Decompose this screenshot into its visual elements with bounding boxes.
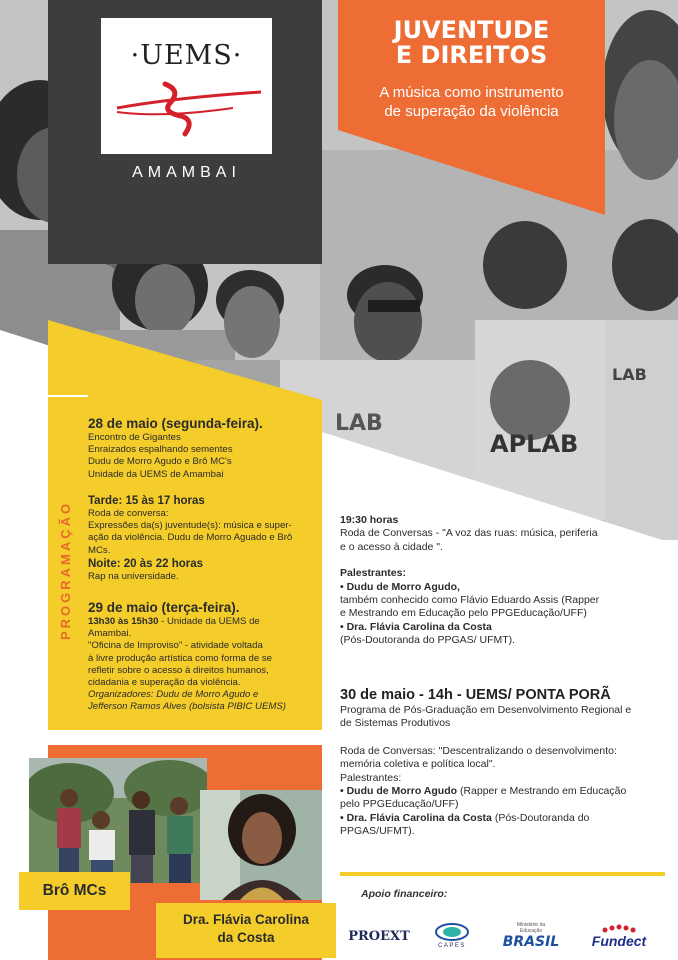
programacao-label: PROGRAMAÇÃO <box>58 500 73 640</box>
brasil-logo <box>500 918 562 954</box>
oficina-line: cidadania e superação da violência. <box>88 677 241 689</box>
subtitle-line-2: de superação da violência <box>384 103 559 120</box>
noite-line: Rap na universidade. <box>88 570 179 582</box>
evening-speakers-label: Palestrantes: <box>340 567 406 580</box>
day3-speaker-1-desc2: pelo PPGEducação/UFF) <box>340 798 459 811</box>
flavia-label-line-2: da Costa <box>217 930 275 945</box>
tarde-heading: Tarde: 15 às 17 horas <box>88 495 205 507</box>
day2-time-line2: Amambai. <box>88 628 132 640</box>
title-line-2: E DIREITOS <box>395 41 548 69</box>
day1-heading: 28 de maio (segunda-feira). <box>88 416 263 431</box>
flavia-label <box>156 903 336 958</box>
shirt-print-left: LAB <box>335 411 383 436</box>
title-line-1: JUVENTUDE <box>393 16 550 44</box>
shirt-print-far: LAB <box>612 365 647 384</box>
day3-program-line: Programa de Pós-Graduação em Desenvolvimento Regional e <box>340 704 632 716</box>
fundect-text: Fundect <box>591 933 647 949</box>
day3-roda-line: memória coletiva e política local". <box>340 758 496 771</box>
event-subtitle <box>338 83 605 121</box>
sponsors-label: Apoio financeiro: <box>361 888 448 900</box>
day3-speaker-2-desc2: PPGAS/UFMT). <box>340 825 415 838</box>
day2-time-bold: 13h30 às 15h30 <box>88 616 159 627</box>
bro-mcs-photo <box>29 758 207 883</box>
day3-speaker-2-desc: (Pós-Doutoranda do <box>491 811 590 824</box>
shirt-print-right: APLAB <box>490 430 579 458</box>
day1-line: Encontro de Gigantes <box>88 432 181 443</box>
evening-speaker-2: • Dra. Flávia Carolina da Costa <box>340 620 492 633</box>
flavia-photo <box>200 790 322 900</box>
evening-speaker-1: • Dudu de Morro Agudo, <box>340 580 460 593</box>
organizers-line: Organizadores: Dudu de Morro Agudo e <box>88 689 259 701</box>
subtitle-line-1: A música como instrumento <box>379 84 564 101</box>
day2-time-rest: - Unidade da UEMS de <box>158 616 260 627</box>
evening-line: Roda de Conversas - "A voz das ruas: música, periferia <box>340 527 598 540</box>
evening-speaker-2-desc: (Pós-Doutoranda do PPGAS/ UFMT). <box>340 634 516 647</box>
day2-block <box>88 600 310 714</box>
day2-heading: 29 de maio (terça-feira). <box>88 600 240 615</box>
day1-block <box>88 416 310 481</box>
oficina-line: refletir sobre o acesso à direitos humanos, <box>88 664 269 676</box>
capes-text: CAPES <box>438 943 466 949</box>
uems-logo <box>101 18 272 154</box>
evening-line: e o acesso à cidade ". <box>340 540 443 553</box>
tarde-line: MCs. <box>88 544 111 556</box>
evening-speaker-1-desc: e Mestrando em Educação pelo PPGEducação/UFF) <box>340 607 587 620</box>
oficina-line: "Oficina de Improviso" - atividade voltada <box>88 640 263 652</box>
bro-mcs-illustration <box>29 758 207 883</box>
divider-line <box>0 395 88 397</box>
day3-heading: 30 de maio - 14h - UEMS/ PONTA PORÃ <box>340 687 611 703</box>
day3-speaker-2-name: • Dra. Flávia Carolina da Costa <box>340 811 492 824</box>
evening-block <box>340 514 670 648</box>
day3-speaker-2 <box>340 812 670 825</box>
day1-line: Enraizados espalhando sementes <box>88 444 233 456</box>
day3-speakers-label: Palestrantes: <box>340 771 402 784</box>
fundect-logo <box>582 918 656 954</box>
oficina-line: à livre produção artística como forma de se <box>88 652 272 664</box>
noite-heading: Noite: 20 às 22 horas <box>88 557 204 570</box>
day1-tarde-block <box>88 494 310 583</box>
day1-line: Dudu de Morro Agudo e Brô MC's <box>88 456 232 468</box>
logo-wordmark: ·UEMS· <box>130 40 243 71</box>
day3-block <box>340 686 670 839</box>
day3-program-line: de Sistemas Produtivos <box>340 717 451 730</box>
brasil-ministry-line-1: Ministério da <box>516 922 546 928</box>
day2-time <box>88 616 310 628</box>
bro-mcs-label: Brô MCs <box>19 872 130 910</box>
brasil-ministry-line-2: Educação <box>519 928 543 934</box>
campus-name: AMAMBAI <box>132 164 241 181</box>
logo-swoosh-icon <box>113 78 263 138</box>
organizers-line: Jefferson Ramos Alves (bolsista PIBIC UEMS) <box>88 701 286 713</box>
brasil-text: BRASIL <box>502 934 560 950</box>
capes-logo <box>428 918 476 954</box>
flavia-label-line-1: Dra. Flávia Carolina <box>182 912 310 927</box>
fundect-dots-icon <box>601 923 637 933</box>
proext-logo: PROEXT <box>348 928 410 944</box>
day3-speaker-1-desc: (Rapper e Mestrando em Educação <box>457 785 627 798</box>
evening-speaker-1-desc: também conhecido como Flávio Eduardo Assis (Rapper <box>340 594 600 607</box>
evening-time: 19:30 horas <box>340 514 399 526</box>
day3-speaker-1 <box>340 785 670 798</box>
sponsors-divider <box>340 872 665 876</box>
tarde-line: ação da violência. Dudu de Morro Aguado e Brô <box>88 532 293 544</box>
event-title <box>338 18 605 68</box>
capes-eye-icon <box>435 923 469 941</box>
day1-line: Unidade da UEMS de Amambai <box>88 468 224 480</box>
tarde-line: Roda de conversa: <box>88 508 169 519</box>
day3-speaker-1-name: • Dudu de Morro Agudo <box>340 785 458 798</box>
day3-roda-line: Roda de Conversas: "Descentralizando o desenvolvimento: <box>340 744 617 757</box>
tarde-line: Expressões da(s) juventude(s): música e super- <box>88 520 292 532</box>
flavia-illustration <box>200 790 322 900</box>
